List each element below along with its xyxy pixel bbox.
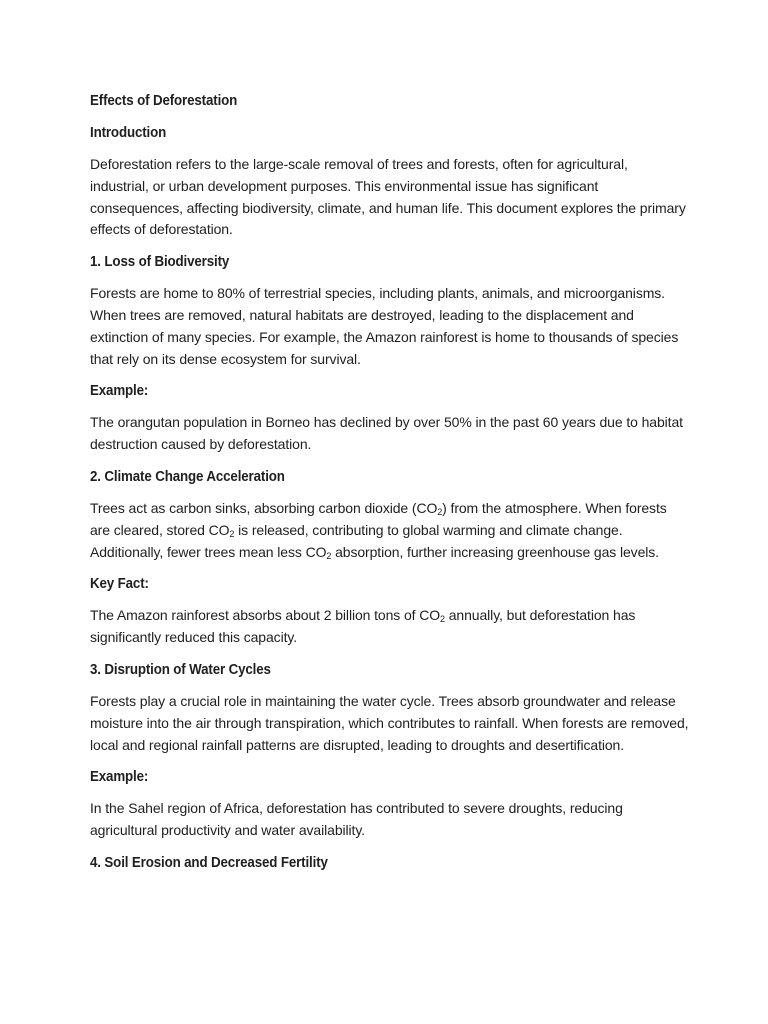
co2-subscript: 2 <box>440 614 445 625</box>
document-title: Effects of Deforestation <box>90 93 238 109</box>
section2-text-a: Trees act as carbon sinks, absorbing carbon dioxide (CO <box>90 499 438 516</box>
section2-fact-text-b: annually, but deforestation has significantly reduced this capacity. <box>90 607 636 646</box>
section1-heading: 1. Loss of Biodiversity <box>90 254 230 271</box>
section3-heading: 3. Disruption of Water Cycles <box>90 661 271 678</box>
section2-text-d: absorption, further increasing greenhouse gas levels. <box>331 543 659 560</box>
section2-text-b: ) from the atmosphere. When forests are cleared, stored CO <box>90 499 667 538</box>
section4-heading: 4. Soil Erosion and Decreased Fertility <box>90 854 328 871</box>
co2-subscript: 2 <box>229 528 235 539</box>
section1-paragraph: Forests are home to 80% of terrestrial species, including plants, animals, and microorganisms. When trees are removed, natural habitats are destroyed, leading to the displacement and extinction of many species. For example, the Amazon rainforest is home to thousands of species that rely on its dense ecosystem for survival. <box>90 285 679 367</box>
section2-heading: 2. Climate Change Acceleration <box>90 468 285 485</box>
section2-paragraph <box>90 498 690 563</box>
section1-example-paragraph: The orangutan population in Borneo has declined by over 50% in the past 60 years due to habitat destruction caused by deforestation. <box>90 414 683 453</box>
co2-subscript: 2 <box>326 550 332 561</box>
intro-paragraph: Deforestation refers to the large-scale removal of trees and forests, often for agricultural, industrial, or urban development purposes. This environmental issue has significant consequences, affecting biodiversity, climate, and human life. This document explores the primary effects of deforestation. <box>90 156 686 238</box>
intro-heading: Introduction <box>90 125 167 141</box>
section3-example-paragraph: In the Sahel region of Africa, deforestation has contributed to severe droughts, reducing agricultural productivity and water availability. <box>90 800 623 839</box>
section1-example-label: Example: <box>90 383 149 400</box>
section3-paragraph: Forests play a crucial role in maintaining the water cycle. Trees absorb groundwater and release moisture into the air through transpiration, which contributes to rainfall. When forests are removed, local and regional rainfall patterns are disrupted, leading to droughts and desertification. <box>90 692 689 753</box>
section2-text-c: is released, contributing to global warming and climate change. Additionally, fewer trees mean less CO <box>90 521 623 560</box>
co2-subscript: 2 <box>437 506 443 517</box>
section3-example-label: Example: <box>90 769 149 786</box>
section2-fact-text-a: The Amazon rainforest absorbs about 2 billion tons of CO <box>90 607 441 624</box>
document-page <box>90 90 690 884</box>
section2-fact-paragraph <box>90 605 690 649</box>
section2-fact-label: Key Fact: <box>90 576 149 593</box>
